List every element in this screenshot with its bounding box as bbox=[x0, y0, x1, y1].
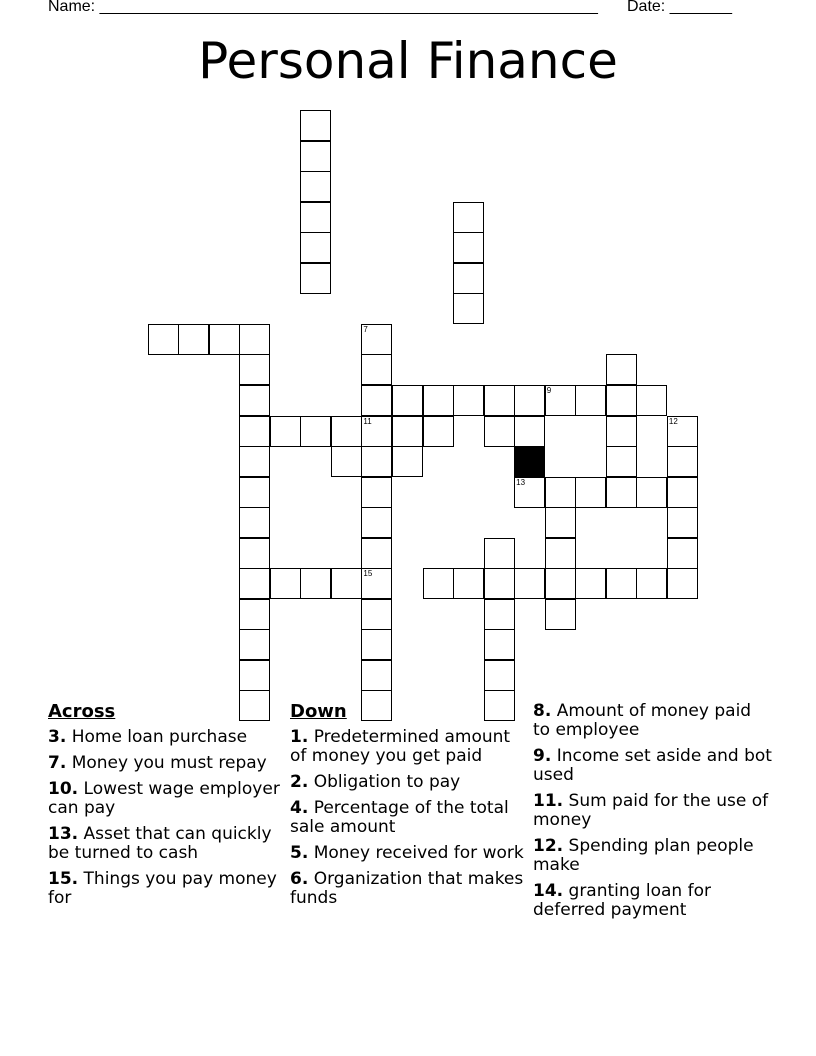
grid-cell[interactable] bbox=[636, 477, 667, 508]
clue-number: 12. bbox=[533, 836, 564, 856]
grid-cell[interactable] bbox=[606, 477, 637, 508]
grid-cell[interactable] bbox=[300, 232, 331, 263]
cell-number: 12 bbox=[668, 416, 678, 426]
clue-text: Obligation to pay bbox=[313, 772, 461, 792]
clue-down-14 bbox=[533, 882, 773, 920]
grid-cell[interactable] bbox=[484, 416, 515, 447]
grid-cell[interactable] bbox=[331, 446, 362, 477]
clue-text: granting loan for deferred payment bbox=[533, 881, 711, 920]
grid-cell[interactable] bbox=[545, 477, 576, 508]
clue-number: 11. bbox=[533, 791, 564, 811]
down-clues-continued bbox=[533, 702, 773, 927]
grid-cell[interactable] bbox=[239, 354, 270, 385]
clue-number: 9. bbox=[533, 746, 552, 766]
grid-cell[interactable] bbox=[484, 599, 515, 630]
grid-cell[interactable] bbox=[453, 232, 484, 263]
grid-cell[interactable] bbox=[667, 416, 698, 447]
down-clues bbox=[290, 701, 526, 915]
clue-text: Organization that makes funds bbox=[290, 869, 524, 908]
grid-cell[interactable] bbox=[239, 568, 270, 599]
grid-cell[interactable] bbox=[239, 324, 270, 355]
grid-cell[interactable] bbox=[545, 507, 576, 538]
clue-number: 5. bbox=[290, 843, 309, 863]
cell-number: 13 bbox=[516, 477, 526, 487]
clue-number: 4. bbox=[290, 798, 309, 818]
clue-text: Home loan purchase bbox=[71, 727, 248, 747]
grid-cell[interactable] bbox=[575, 385, 606, 416]
grid-cell[interactable] bbox=[636, 385, 667, 416]
grid-cell[interactable] bbox=[361, 385, 392, 416]
cell-number: 7 bbox=[363, 324, 368, 334]
cell-number: 11 bbox=[363, 416, 372, 426]
grid-cell[interactable] bbox=[636, 568, 667, 599]
clue-text: Money you must repay bbox=[71, 753, 267, 773]
grid-cell[interactable] bbox=[545, 385, 576, 416]
grid-cell[interactable] bbox=[392, 446, 423, 477]
clue-across-15 bbox=[48, 870, 284, 908]
clue-text: Sum paid for the use of money bbox=[533, 791, 769, 830]
grid-cell[interactable] bbox=[423, 568, 454, 599]
grid-cell[interactable] bbox=[361, 568, 392, 599]
clue-text: Lowest wage employer can pay bbox=[48, 779, 280, 818]
clue-down-1 bbox=[290, 728, 526, 766]
grid-cell[interactable] bbox=[361, 507, 392, 538]
grid-cell[interactable] bbox=[423, 385, 454, 416]
clue-down-11 bbox=[533, 792, 773, 830]
grid-cell[interactable] bbox=[606, 416, 637, 447]
grid-cell[interactable] bbox=[453, 263, 484, 294]
grid-cell[interactable] bbox=[300, 110, 331, 141]
grid-cell[interactable] bbox=[484, 568, 515, 599]
grid-cell[interactable] bbox=[545, 568, 576, 599]
grid-cell[interactable] bbox=[423, 416, 454, 447]
clue-number: 7. bbox=[48, 753, 67, 773]
grid-cell[interactable] bbox=[361, 324, 392, 355]
grid-cell[interactable] bbox=[453, 385, 484, 416]
grid-cell[interactable] bbox=[667, 568, 698, 599]
clue-text: Percentage of the total sale amount bbox=[290, 798, 509, 837]
cell-number: 15 bbox=[363, 569, 373, 579]
clue-across-10 bbox=[48, 780, 284, 818]
grid-cell[interactable] bbox=[361, 354, 392, 385]
grid-cell[interactable] bbox=[270, 416, 301, 447]
clue-number: 13. bbox=[48, 824, 79, 844]
grid-cell[interactable] bbox=[239, 385, 270, 416]
grid-cell[interactable] bbox=[606, 568, 637, 599]
grid-cell[interactable] bbox=[300, 171, 331, 202]
grid-cell[interactable] bbox=[239, 660, 270, 691]
cell-number: 9 bbox=[546, 385, 552, 395]
grid-cell[interactable] bbox=[361, 629, 392, 660]
clue-across-7 bbox=[48, 754, 284, 773]
grid-cell[interactable] bbox=[514, 568, 545, 599]
clue-across-13 bbox=[48, 825, 284, 863]
clue-down-12 bbox=[533, 837, 773, 875]
grid-cell[interactable] bbox=[148, 324, 179, 355]
clue-down-6 bbox=[290, 870, 526, 908]
grid-cell[interactable] bbox=[361, 477, 392, 508]
grid-cell[interactable] bbox=[453, 568, 484, 599]
grid-cell[interactable] bbox=[300, 568, 331, 599]
grid-cell[interactable] bbox=[667, 507, 698, 538]
grid-cell[interactable] bbox=[484, 660, 515, 691]
grid-cell[interactable] bbox=[545, 599, 576, 630]
clue-text: Things you pay money for bbox=[48, 869, 277, 908]
black-cell bbox=[514, 446, 545, 477]
grid-cell[interactable] bbox=[667, 538, 698, 569]
clue-number: 3. bbox=[48, 727, 67, 747]
clue-number: 6. bbox=[290, 869, 309, 889]
clue-number: 8. bbox=[533, 701, 552, 721]
grid-cell[interactable] bbox=[545, 538, 576, 569]
clue-text: Income set aside and bot used bbox=[533, 746, 772, 785]
grid-cell[interactable] bbox=[606, 354, 637, 385]
clue-down-9 bbox=[533, 747, 773, 785]
grid-cell[interactable] bbox=[514, 477, 545, 508]
clue-down-4 bbox=[290, 799, 526, 837]
clue-down-8 bbox=[533, 702, 773, 740]
grid-cell[interactable] bbox=[361, 660, 392, 691]
grid-cell[interactable] bbox=[178, 324, 209, 355]
grid-cell[interactable] bbox=[667, 477, 698, 508]
grid-cell[interactable] bbox=[514, 385, 545, 416]
grid-cell[interactable] bbox=[300, 416, 331, 447]
clue-number: 2. bbox=[290, 772, 309, 792]
grid-cell[interactable] bbox=[484, 629, 515, 660]
grid-cell[interactable] bbox=[209, 324, 240, 355]
clue-text: Predetermined amount of money you get paid bbox=[290, 727, 511, 766]
name-field-label: Name: ________________________________________________________ bbox=[48, 0, 598, 15]
grid-cell[interactable] bbox=[514, 416, 545, 447]
grid-cell[interactable] bbox=[239, 416, 270, 447]
grid-cell[interactable] bbox=[239, 507, 270, 538]
clue-number: 1. bbox=[290, 727, 309, 747]
grid-cell[interactable] bbox=[239, 477, 270, 508]
clue-down-2 bbox=[290, 773, 526, 792]
grid-cell[interactable] bbox=[331, 416, 362, 447]
grid-cell[interactable] bbox=[575, 477, 606, 508]
clue-number: 10. bbox=[48, 779, 79, 799]
grid-cell[interactable] bbox=[484, 538, 515, 569]
puzzle-title: Personal Finance bbox=[198, 32, 618, 90]
clue-down-5 bbox=[290, 844, 526, 863]
grid-cell[interactable] bbox=[606, 446, 637, 477]
grid-cell[interactable] bbox=[606, 385, 637, 416]
down-heading: Down bbox=[290, 701, 347, 722]
date-field-label: Date: _______ bbox=[627, 0, 732, 15]
grid-cell[interactable] bbox=[300, 263, 331, 294]
grid-cell[interactable] bbox=[239, 599, 270, 630]
grid-cell[interactable] bbox=[239, 446, 270, 477]
grid-cell[interactable] bbox=[300, 202, 331, 233]
across-heading: Across bbox=[48, 701, 116, 722]
clue-text: Amount of money paid to employee bbox=[533, 701, 752, 740]
grid-cell[interactable] bbox=[575, 568, 606, 599]
grid-cell[interactable] bbox=[453, 293, 484, 324]
clue-across-3 bbox=[48, 728, 284, 747]
clue-text: Asset that can quickly be turned to cash bbox=[48, 824, 272, 863]
clue-number: 15. bbox=[48, 869, 79, 889]
clue-text: Money received for work bbox=[313, 843, 524, 863]
grid-cell[interactable] bbox=[300, 141, 331, 172]
across-clues bbox=[48, 701, 284, 915]
grid-cell[interactable] bbox=[239, 629, 270, 660]
grid-cell[interactable] bbox=[392, 385, 423, 416]
grid-cell[interactable] bbox=[361, 599, 392, 630]
grid-cell[interactable] bbox=[392, 416, 423, 447]
grid-cell[interactable] bbox=[331, 568, 362, 599]
grid-cell[interactable] bbox=[361, 538, 392, 569]
clue-text: Spending plan people make bbox=[533, 836, 754, 875]
grid-cell[interactable] bbox=[667, 446, 698, 477]
grid-cell[interactable] bbox=[270, 568, 301, 599]
grid-cell[interactable] bbox=[361, 416, 392, 447]
grid-cell[interactable] bbox=[453, 202, 484, 233]
clue-number: 14. bbox=[533, 881, 564, 901]
grid-cell[interactable] bbox=[484, 385, 515, 416]
grid-cell[interactable] bbox=[239, 538, 270, 569]
grid-cell[interactable] bbox=[361, 446, 392, 477]
